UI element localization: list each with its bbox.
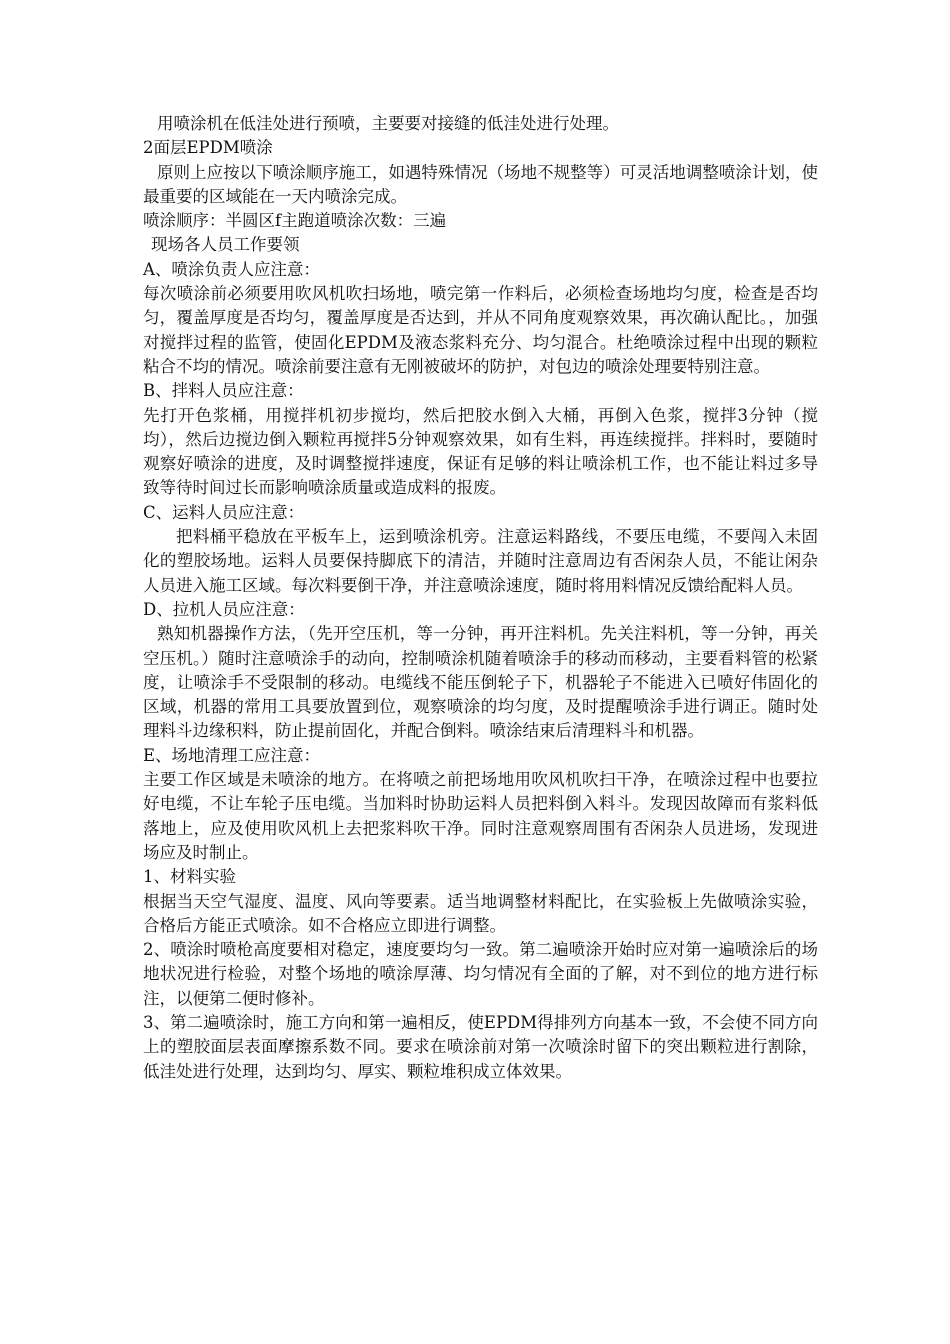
document-body [143, 112, 818, 1084]
subheading-material-test: 1、材料实验 [143, 867, 236, 887]
subheading-machine-staff: D、拉机人员应注意： [143, 599, 305, 619]
paragraph-spray-lead: 每次喷涂前必须要用吹风机吹扫场地，喷完第一作料后，必须检查场地均匀度，检查是否均匀，覆盖厚度是否均匀，覆盖厚度是否达到，并从不同角度观察效果，再次确认配比。，加强对搅拌过程的监管，使固化EPDM及液态浆料充分、均匀混合。杜绝喷涂过程中出现的颗粒粘合不均的情况。喷涂前要注意有无刚被破坏的防护，对包边的喷涂处理要特别注意。 [143, 284, 818, 376]
paragraph-spray-order: 喷涂顺序：半圆区f主跑道喷涂次数：三遍 [143, 211, 447, 231]
subheading-cleaning-staff: E、场地清理工应注意： [143, 745, 321, 765]
paragraph-item-2: 2、喷涂时喷枪高度要相对稳定，速度要均匀一致。第二遍喷涂开始时应对第一遍喷涂后的场地状况进行检验，对整个场地的喷涂厚薄、均匀情况有全面的了解，对不到位的地方进行标注，以便第二便时修补。 [143, 940, 818, 1008]
paragraph-cleaning-staff: 主要工作区域是未喷涂的地方。在将喷之前把场地用吹风机吹扫干净，在喷涂过程中也要拉好电缆，不让车轮子压电缆。当加料时协助运料人员把料倒入料斗。发现因故障而有浆料低落地上，应及使用吹风机上去把浆料吹干净。同时注意观察周围有否闲杂人员进场，发现进场应及时制止。 [143, 770, 818, 862]
paragraph-machine-staff: 熟知机器操作方法，（先开空压机，等一分钟，再开注料机。先关注料机，等一分钟，再关空压机。）随时注意喷涂手的动向，控制喷涂机随着喷涂手的移动而移动，主要看料管的松紧度，让喷涂手不受限制的移动。电缆线不能压倒轮子下，机器轮子不能进入已喷好伟固化的区域，机器的常用工具要放置到位，观察喷涂的均匀度，及时提醒喷涂手进行调正。随时处理料斗边缘积料，防止提前固化，并配合倒料。喷涂结束后清理料斗和机器。 [143, 624, 818, 741]
subheading-mixing-staff: B、拌料人员应注意： [143, 381, 304, 401]
paragraph-transport-staff: 把料桶平稳放在平板车上，运到喷涂机旁。注意运料路线，不要压电缆，不要闯入未固化的塑胶场地。运料人员要保持脚底下的清洁，并随时注意周边有否闲杂人员，不能让闲杂人员进入施工区域。每次料要倒干净，并注意喷涂速度，随时将用料情况反馈给配料人员。 [143, 527, 818, 595]
paragraph-spray-principle: 原则上应按以下喷涂顺序施工，如遇特殊情况（场地不规整等）可灵活地调整喷涂计划，使最重要的区域能在一天内喷涂完成。 [143, 162, 818, 206]
subheading-transport-staff: C、运料人员应注意： [143, 502, 305, 522]
paragraph-mixing-staff: 先打开色浆桶，用搅拌机初步搅均，然后把胶水倒入大桶，再倒入色浆，搅拌3分钟（搅均），然后边搅边倒入颗粒再搅拌5分钟观察效果，如有生料，再连续搅拌。拌料时，要随时观察好喷涂的进度，及时调整搅拌速度，保证有足够的料让喷涂机工作，也不能让料过多导致等待时间过长而影响喷涂质量或造成料的报废。 [143, 405, 818, 498]
paragraph-pre-spray: 用喷涂机在低洼处进行预喷，主要要对接缝的低洼处进行处理。 [157, 114, 619, 133]
section-heading-staff-duties: 现场各人员工作要领 [151, 235, 300, 255]
section-heading-epdm-spray: 2面层EPDM喷涂 [143, 138, 273, 158]
subheading-spray-lead: A、喷涂负责人应注意： [143, 259, 320, 279]
paragraph-material-test: 根据当天空气湿度、温度、风向等要素。适当地调整材料配比，在实验板上先做喷涂实验，合格后方能正式喷涂。如不合格应立即进行调整。 [143, 891, 818, 935]
paragraph-item-3: 3、第二遍喷涂时，施工方向和第一遍相反，使EPDM得排列方向基本一致，不会使不同方向上的塑胶面层表面摩擦系数不同。要求在喷涂前对第一次喷涂时留下的突出颗粒进行割除，低洼处进行处理，达到均匀、厚实、颗粒堆积成立体效果。 [143, 1012, 818, 1081]
